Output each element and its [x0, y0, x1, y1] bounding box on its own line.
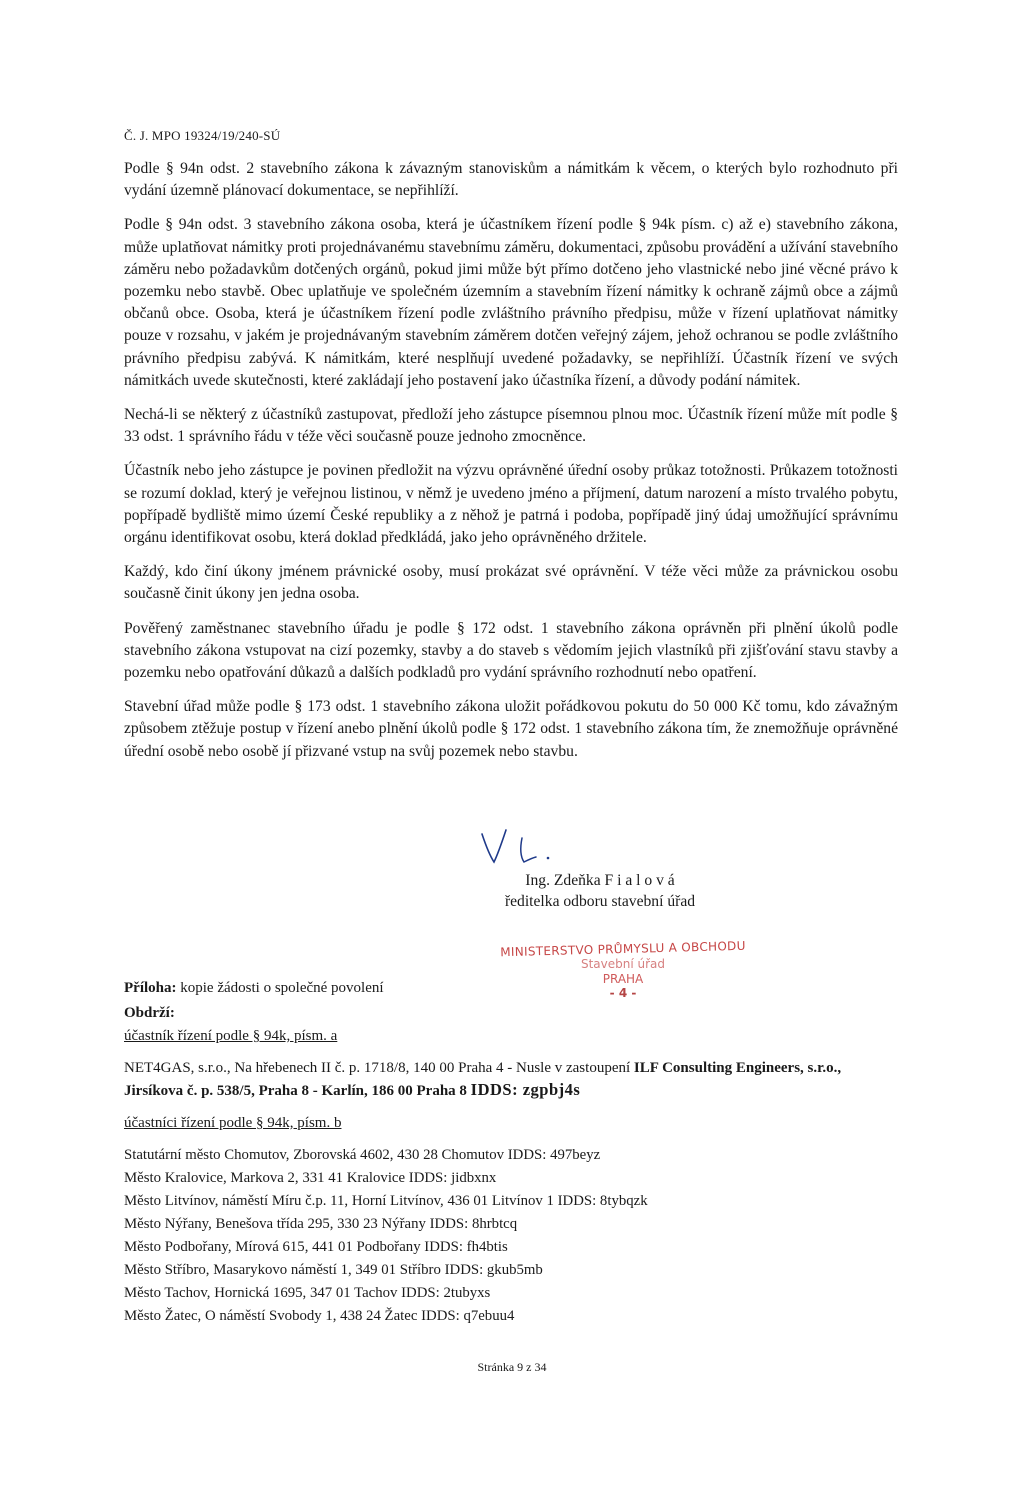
signer-block — [420, 870, 780, 912]
stamp-line: - 4 - — [609, 986, 637, 1000]
list-item: Město Podbořany, Mírová 615, 441 01 Podbořany IDDS: fh4btis — [124, 1239, 508, 1255]
stamp-line: MINISTERSTVO PRŮMYSLU A OBCHODU — [500, 938, 746, 960]
reference-number: Č. J. MPO 19324/19/240-SÚ — [124, 128, 281, 143]
paragraph: Podle § 94n odst. 3 stavebního zákona osoba, která je účastníkem řízení podle § 94k písm. c) až e) stavebního zákona, může uplatňovat námitky proti projednávanému stavebnímu záměru, dokumentaci, způsobu provádění a užívání stavebního záměru nebo požadavkům dotčených orgánů, pokud jimi může být přímo dotčeno jeho vlastnické nebo jiné věcné právo k pozemku nebo stavbě. Obec uplatňuje ve společném územním a stavebním řízení námitky k ochraně zájmů obce a zájmů občanů obce. Osoba, která je účastníkem řízení podle zvláštního právního předpisu, může v řízení uplatňovat námitky pouze v rozsahu, v jakém je projednávaným stavebním záměrem dotčen veřejný zájem, jehož ochranou se podle zvláštního právního předpisu zabývá. K námitkám, které nesplňují uvedené požadavky, se nepřihlíží. Účastník řízení ve svých námitkách uvede skutečnosti, které zakládají jeho postavení jako účastníka řízení, a důvody podání námitek. — [124, 216, 898, 389]
annex-block — [124, 976, 724, 1026]
annex-label: Příloha: — [124, 980, 177, 996]
group-b-title: účastníci řízení podle § 94k, písm. b — [124, 1115, 342, 1131]
annex-line — [124, 976, 724, 1001]
group-b-list — [124, 1144, 904, 1328]
entry-plain: NET4GAS, s.r.o., Na hřebenech II č. p. 1718/8, 140 00 Praha 4 - Nusle v zastoupení — [124, 1060, 634, 1076]
list-item: Město Žatec, O náměstí Svobody 1, 438 24 Žatec IDDS: q7ebuu4 — [124, 1308, 515, 1324]
list-item: Město Nýřany, Benešova třída 295, 330 23 Nýřany IDDS: 8hrbtcq — [124, 1216, 518, 1232]
page-number: Stránka 9 z 34 — [477, 1360, 547, 1374]
list-item: Statutární město Chomutov, Zborovská 4602, 430 28 Chomutov IDDS: 497beyz — [124, 1147, 601, 1163]
signer-name: Ing. Zdeňka F i a l o v á — [525, 872, 675, 889]
entry-bold: ILF Consulting Engineers, s.r.o., Jirsíkova č. p. 538/5, Praha 8 - Karlín, 186 00 Praha 8 — [124, 1060, 842, 1099]
group-a-entry — [124, 1057, 904, 1102]
signer-role: ředitelka odboru stavební úřad — [504, 893, 696, 910]
paragraph: Každý, kdo činí úkony jménem právnické osoby, musí prokázat své oprávnění. V téže věci může za právnickou osobu současně činit úkony jen jedna osoba. — [124, 563, 898, 603]
recipients — [124, 1025, 904, 1328]
annex-text: kopie žádosti o společné povolení — [180, 980, 384, 996]
paragraph: Pověřený zaměstnanec stavebního úřadu je podle § 172 odst. 1 stavebního zákona oprávněn při plnění úkolů podle stavebního zákona vstupovat na cizí pozemky, stavby a do staveb s vědomím jejich vlastníků při zjišťování stavu stavby a pozemku nebo opatřování důkazů a dalších podkladů pro vydání správního rozhodnutí nebo opatření. — [124, 619, 898, 682]
list-item: Město Stříbro, Masarykovo náměstí 1, 349 01 Stříbro IDDS: gkub5mb — [124, 1262, 543, 1278]
paragraph: Nechá-li se některý z účastníků zastupovat, předloží jeho zástupce písemnou plnou moc. Účastník řízení může mít podle § 33 odst. 1 správního řádu v téže věci současně pouze jednoho zmocněnce. — [124, 406, 898, 446]
group-a-title: účastník řízení podle § 94k, písm. a — [124, 1028, 338, 1044]
entry-idds: IDDS: zgpbj4s — [470, 1080, 581, 1099]
stamp-line: Stavební úřad — [580, 957, 666, 971]
list-item: Město Kralovice, Markova 2, 331 41 Kralovice IDDS: jidbxnx — [124, 1170, 497, 1186]
handwritten-signature — [470, 820, 600, 868]
stamp-line: PRAHA — [602, 972, 644, 986]
body-text — [124, 158, 898, 775]
paragraph: Stavební úřad může podle § 173 odst. 1 stavebního zákona uložit pořádkovou pokutu do 50 000 Kč tomu, kdo závažným způsobem ztěžuje postup v řízení anebo plnění úkolů podle § 172 odst. 1 stavebního zákona tím, že znemožňuje oprávněné úřední osobě nebo osobě jí přizvané vstup na svůj pozemek nebo stavbu. — [124, 698, 898, 760]
obdrzi-heading — [124, 1001, 724, 1026]
list-item: Město Litvínov, náměstí Míru č.p. 11, Horní Litvínov, 436 01 Litvínov 1 IDDS: 8tybqzk — [124, 1193, 648, 1209]
paragraph: Podle § 94n odst. 2 stavebního zákona k závazným stanoviskům a námitkám k věcem, o kterých bylo rozhodnuto při vydání územně plánovací dokumentace, se nepřihlíží. — [124, 160, 898, 200]
obdrzi-label: Obdrží: — [124, 1005, 175, 1021]
paragraph: Účastník nebo jeho zástupce je povinen předložit na výzvu oprávněné úřední osoby průkaz totožnosti. Průkazem totožnosti se rozumí doklad, který je veřejnou listinou, v němž je uvedeno jméno a příjmení, datum narození a místo trvalého pobytu, popřípadě bydliště mimo území České republiky a z něhož je patrná i podoba, popřípadě jiný údaj umožňující správnímu orgánu identifikovat osobu, která doklad předkládá, jako jeho oprávněného držitele. — [124, 462, 898, 547]
list-item: Město Tachov, Hornická 1695, 347 01 Tachov IDDS: 2tubyxs — [124, 1285, 491, 1301]
